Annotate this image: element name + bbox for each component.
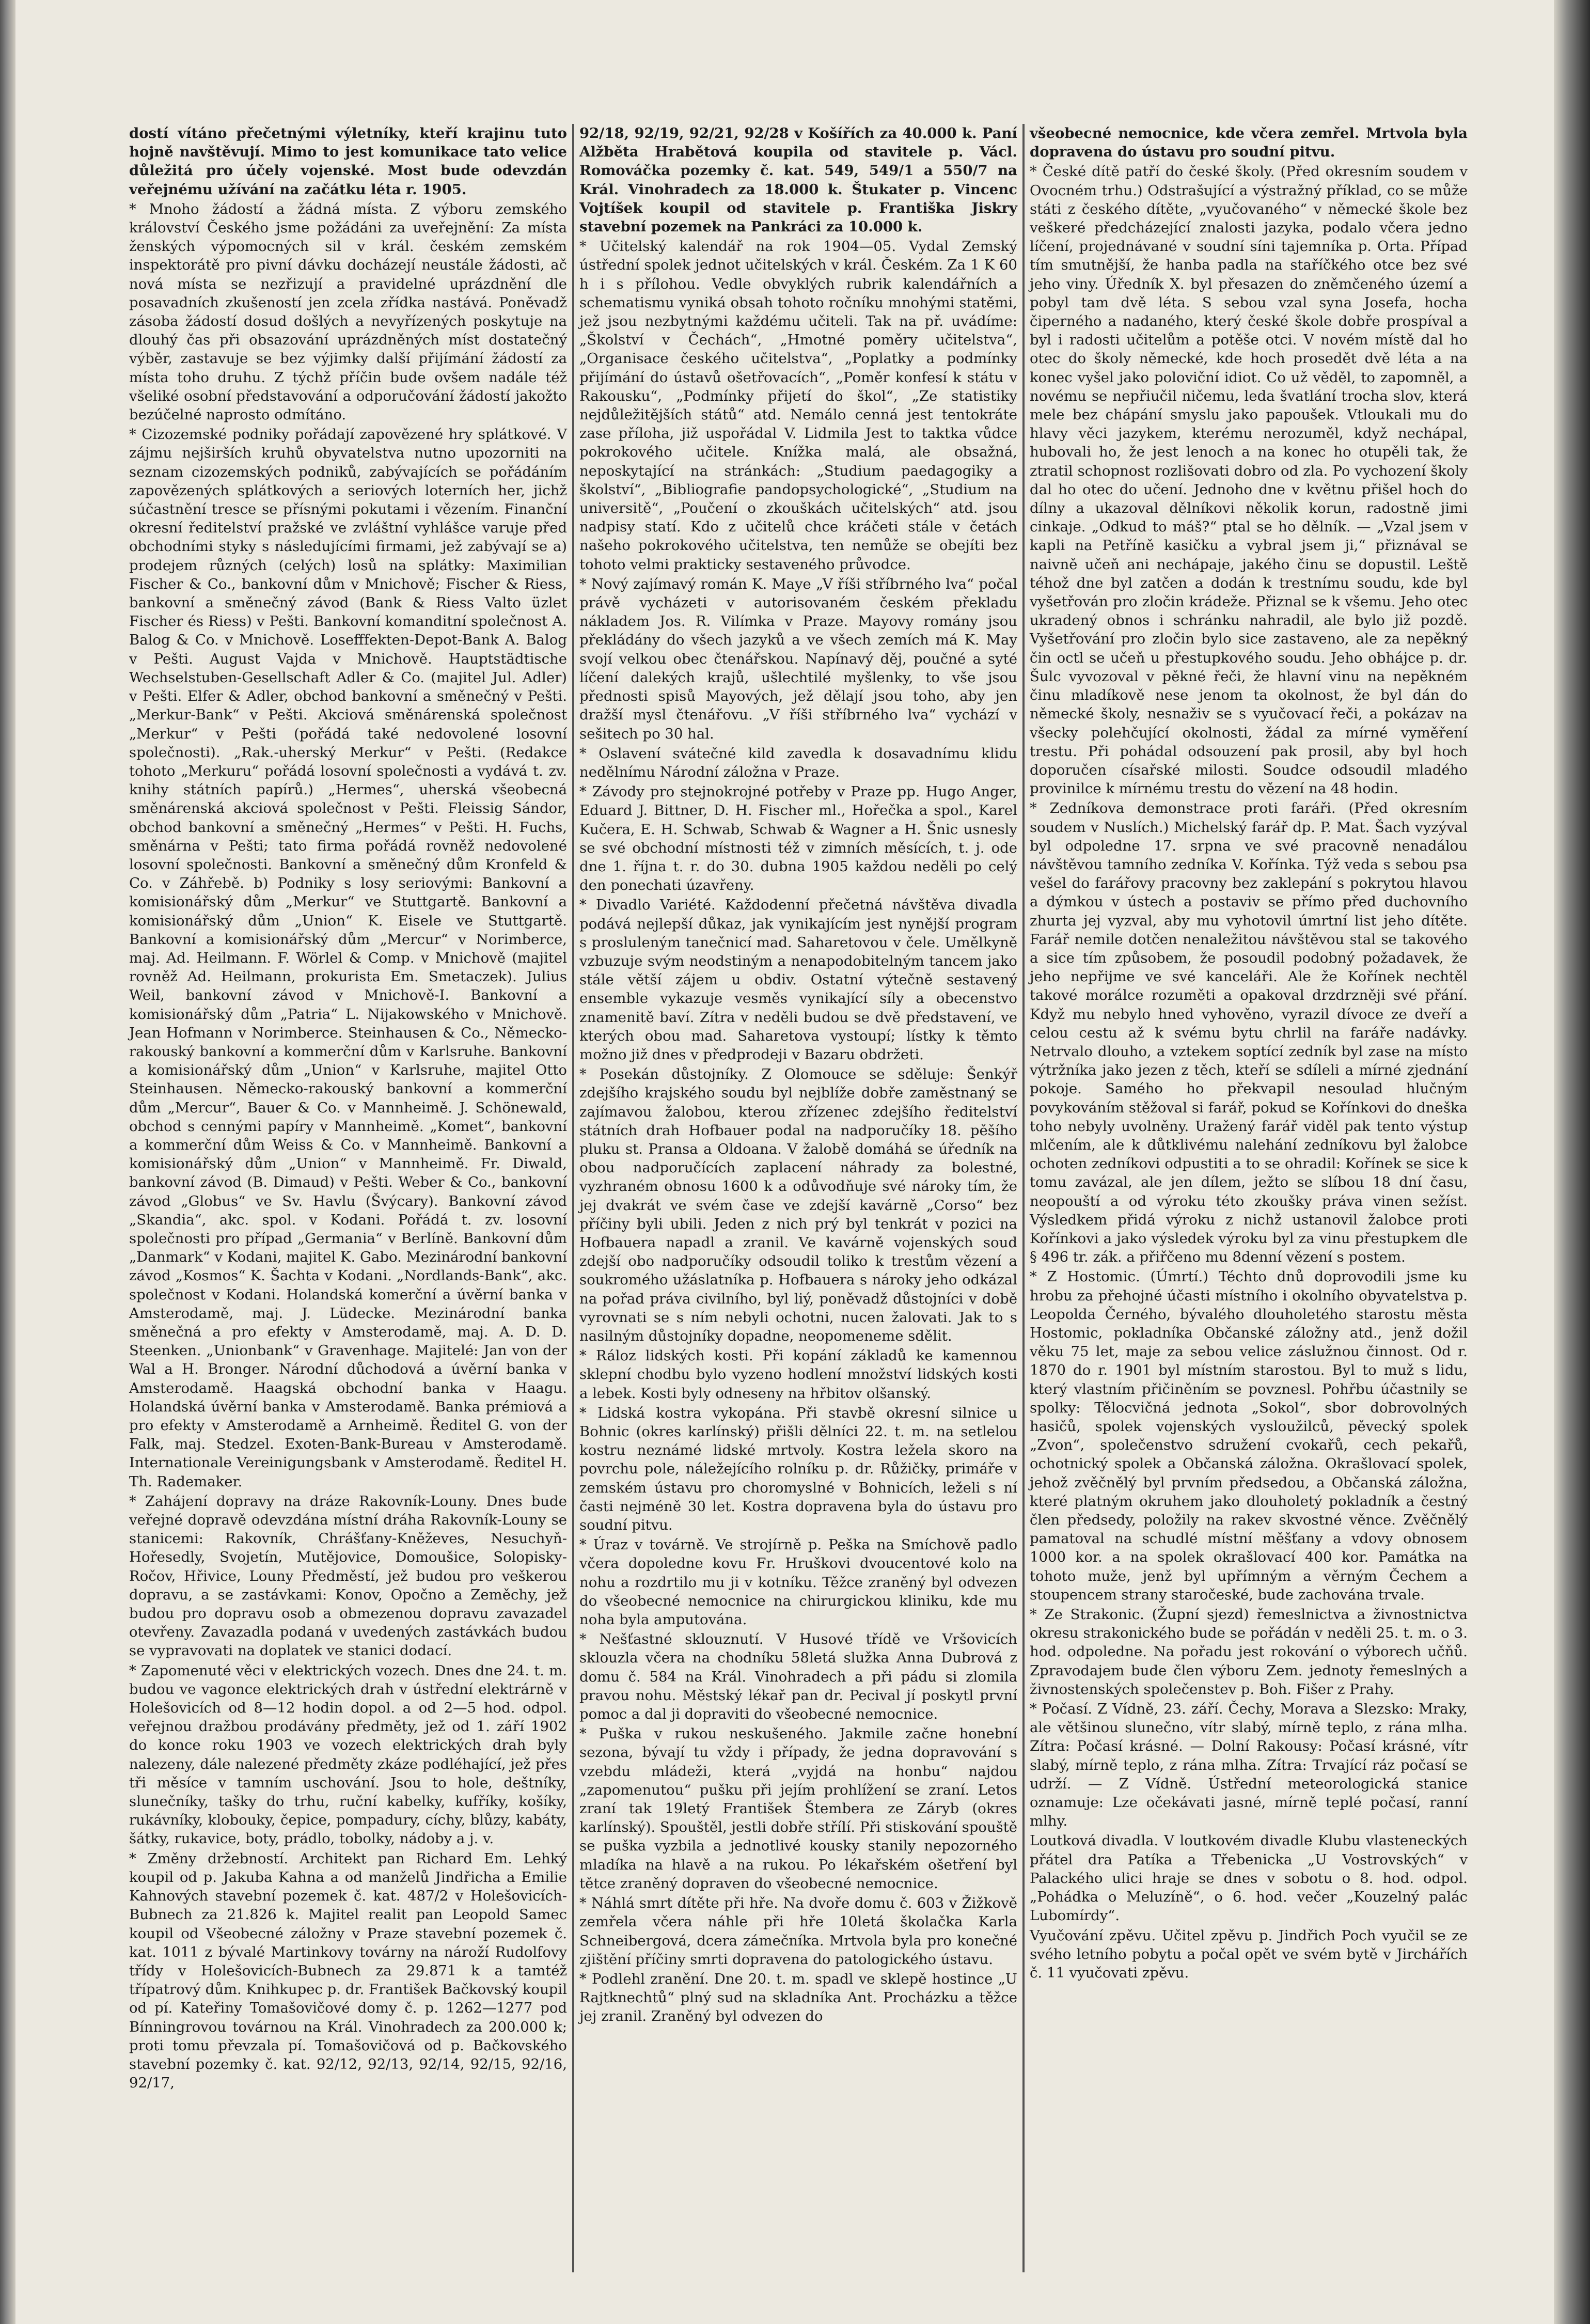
article-paragraph: dostí vítáno přečetnými výletníky, kteří krajinu tuto hojně navštěvují. Mimo to jest komunikace tato velice důležitá pro účely vojenské. Most bude odevzdán veřejnému užívání na začátku léta r. 1905. bbox=[129, 125, 567, 198]
article-paragraph: * Nový zajímavý román K. Maye „V říši stříbrného lva“ počal právě vycházeti v autorisovaném českém překladu nákladem Jos. R. Vilímka v Praze. Mayovy romány jsou překládány do všech jazyků a ve všech zemích má K. May svojí velkou obec čtenářskou. Napínavý děj, poučné a syté líčení dalekých krajů, ušlechtilé myšlenky, to vše jsou přednosti spisů Mayových, jež dělají jsou toho, aby jen dražší mysl čtenářovu. „V říši stříbrného lva“ vychází v sešitech po 30 hal. bbox=[579, 575, 1017, 742]
article-paragraph: * Posekán důstojníky. Z Olomouce se sděluje: Šenkýř zdejšího krajského soudu byl nejblíže dobře zaměstnaný se zajímavou žalobou, kterou zřízenec zdejšího ředitelství státních drah Hofbauer podal na nadporučíky 18. pěšího pluku st. Pransa a Oldoana. V žalobě domáhá se úředník na obou nadporučících zaplacení náhrady za bolestné, vyzhraném obnosu 1600 k a odůvodňuje své nároky tím, že jej dvakrát ve svém čase ve zdejší kavárně „Corso“ bez příčiny byli ubili. Jeden z nich prý byl tenkrát v pozici na Hofbauera napadl a zranil. Ve kavárně vojenských soud zdejší obo nadporučíky odsoudil toliko k trestům vězení a soukromého užáslatníka p. Hofbauera s nároky jeho odkázal na pořad práva civilního, byl liý, poněvadž důstojníci v době vyrovnati se s ním nebyli ochotni, nucen žalovati. Jak to s nasilným důstojníky dopadne, neopomeneme sdělit. bbox=[579, 1066, 1017, 1344]
article-paragraph: * České dítě patří do české školy. (Před okresním soudem v Ovocném trhu.) Odstrašující a výstražný příklad, co se může státi z českého dítěte, „vyučovaného“ v německé škole bez veškeré předcházející znalosti jazyka, podalo včera jedno líčení, projednávané v soudní síni tajemníka p. Orta. Případ tím smutnější, že hanba padla na staříčkého otce bez své jeho viny. Úředník X. byl přesazen do zněmčeného území a pobyl tam dvě léta. S sebou vzal syna Josefa, hocha čiperného a nadaného, který české škole dobře prospíval a byl i radosti učitelům a potěše otci. V novém místě dal ho otec do školy německé, kde hoch prosedět dvě léta a na konec vyšel jako poloviční idiot. Co už věděl, to zapomněl, a novému se nepřiučil ničemu, leda švatlání trocha slov, která mele bez chápání smyslu jako papoušek. Vtloukali mu do hlavy věci jazykem, kterému nerozuměl, když nechápal, hubovali ho, že jest lenoch a na konec ho otupěli tak, že ztratil schopnost rozlišovati dobro od zla. Po vychození školy dal ho otec do učení. Jednoho dne v květnu přišel hoch do dílny a ukazoval dělníkovi několik korun, radostně jimi cinkaje. „Odkud to máš?“ ptal se ho dělník. — „Vzal jsem v kapli na Petříně kasičku a vybral jsem ji,“ přiznával se naivně učeň ani nechápaje, jakého činu se dopustil. Leště téhož dne byl zatčen a dodán k trestnímu soudu, kde byl vyšetřován pro zločin krádeže. Přiznal se k všemu. Jeho otec ukradený obnos i schránku nahradil, ale bylo již pozdě. Vyšetřování pro zločin bylo sice zastaveno, ale za nepěkný čin octl se učeň u přestupkového soudu. Jeho obhájce p. dr. Šulc vyvozoval v pěkné řeči, že hlavní vinu na nepěkném činu mladíkově nese jenom ta okolnost, že byl dán do německé školy, nesnaživ se s vyučovací řeči, a pokázav na všecky polehčující okolnosti, žádal za mírné vyměření trestu. Při pohádal odsouzení pak prosil, aby byl hoch doporučen císařské milosti. Soudce odsoudil mladého provinilce k mírnému trestu do vězení na 48 hodin. bbox=[1030, 163, 1468, 797]
article-paragraph: * Mnoho žádostí a žádná místa. Z výboru zemského království Českého jsme požádáni za uveřejnění: Za místa ženských výpomocných sil v král. českém zemském inspektorátě pro pivní dávku docházejí neustále žádosti, ač nová místa se nezřizují a pravidelné uprázdnění dle posavadních zkušeností jen zcela zřídka nastává. Poněvadž zásoba žádostí dosud došlých a nevyřízených poskytuje na dlouhý čas při obsazování uprázdněných míst dostatečný výběr, zastavuje se bez výjimky další přijímání žádostí za místa toho druhu. Z týchž příčin bude ovšem nadále též všeliké osobní představování a odporučování žádostí jakožto bezúčelné naprosto odmítáno. bbox=[129, 200, 567, 423]
page-left-edge bbox=[0, 0, 15, 2324]
column-divider bbox=[1022, 124, 1025, 2272]
article-paragraph: * Ráloz lidských kosti. Při kopání základů ke kamennou sklepní chodbu bylo vyzeno hodlení množství lidských kosti a lebek. Kosti byly odneseny na hřbitov olšanský. bbox=[579, 1347, 1017, 1402]
column-divider bbox=[572, 124, 574, 2272]
article-paragraph: * Zapomenuté věci v elektrických vozech. Dnes dne 24. t. m. budou ve vagonce elektrických drah v ústřední elektrárně v Holešovicích od 8—12 hodin dopol. a od 2—5 hod. odpol. veřejnou dražbou prodávány předměty, jež od 1. září 1902 do konce roku 1903 ve vozech elektrických drah byly nalezeny, dále nalezené předměty zkáze podléhající, jež přes tři měsíce v tamním uschování. Jsou to hole, deštníky, slunečníky, tašky do trhu, ruční kabelky, kufříky, košíky, rukávníky, klobouky, čepice, pompadury, cíchy, blůzy, kabáty, šátky, rukavice, boty, prádlo, tobolky, nádoby a j. v. bbox=[129, 1662, 567, 1847]
article-paragraph: * Ze Strakonic. (Župní sjezd) řemeslnictva a živnostnictva okresu strakonického bude se pořádán v neděli 25. t. m. o 3. hod. odpoledne. Na pořadu jest rokování o výborech učňů. Zpravodajem bude člen výboru Zem. jednoty řemeslných a živnostenských společenstev p. Boh. Fišer z Prahy. bbox=[1030, 1606, 1468, 1698]
article-paragraph: všeobecné nemocnice, kde včera zemřel. Mrtvola byla dopravena do ústavu pro soudní pitvu. bbox=[1030, 125, 1468, 161]
article-paragraph: Loutková divadla. V loutkovém divadle Klubu vlasteneckých přátel dra Patíka a Třebenicka „U Vostrovských“ v Palackého ulici hraje se dnes v sobotu o 8. hod. odpol. „Pohádka o Meluzíně“, o 6. hod. večer „Kouzelný palác Lubomírdy“. bbox=[1030, 1832, 1468, 1924]
article-paragraph: * Zedníkova demonstrace proti faráři. (Před okresním soudem v Nuslích.) Michelský farář dp. P. Mat. Šach vyzýval byl odpoledne 17. srpna ve své pracovně nenadálou návštěvou tamního zedníka V. Kořínka. Týž veda s sebou psa vešel do farářovy pracovny bez zaklepání s pokrytou hlavou a dýmkou v ústech a postaviv se přímo před duchovního zhurta jej vyzval, aby mu vyhotovil úmrtní list jeho dítěte. Farář nemile dotčen nenaležitou návštěvou stal se takového a sice tím způsobem, že posoudil podobný požadavek, že jeho nepřijme ve své kanceláři. Ale že Kořínek nechtěl takové morálce rozuměti a opakoval drzdrzněji své přání. Když mu nebylo hned vyhověno, vyrazil dívoce ze dveří a celou cestu až k svému bytu chrlil na faráře nadávky. Netrvalo dlouho, a vztekem soptící zedník byl zase na místo výtržníka jako jezen z těch, kteří se sdíleli a mírné zjednání pokoje. Samého ho překvapil nesoulad hlučným povykováním stěžoval si farář, pokud se Kořínkovi do dneška toho nebyly uvolněny. Uražený farář viděl pak tento výstup mlčením, ale k důtklivému nalehání zedníkovu byl žalobce ochoten zedníkovi odpustiti a to se ohradil: Kořínek se sice k tomu zavázal, ale jen dílem, ježto se slíbou 18 dní času, neopouští a od výroku této zkoušky práva vinen sežíst. Výsledkem přidá výroku z nichž ustanovil žalobce proti Kořínkovi a jako výsledek výroku byl za vinu přestupkem dle § 496 tr. zák. a přiřčeno mu 8denní vězení s postem. bbox=[1030, 800, 1468, 1266]
article-paragraph: * Divadlo Variété. Každodenní přečetná návštěva divadla podává nejlepší důkaz, jak vynikajícím jest nynější program s prosluleným tanečnicí mad. Saharetovou v čele. Umělkyně vzbuzuje svým neodstiným a nenapodobitelným tancem jako stále větší zájem u obdiv. Ostatní výtečně sestavený ensemble vykazuje vesměs vynikající síly a obecenstvo znamenitě baví. Zítra v neděli budou se dvě představení, ve kterých obou mad. Saharetova vystoupí; lístky k těmto možno již dnes v předprodeji v Bazaru obdržeti. bbox=[579, 897, 1017, 1063]
article-paragraph: * Z Hostomic. (Úmrtí.) Téchto dnů doprovodili jsme ku hrobu za přehojné účasti místního i okolního obyvatelstva p. Leopolda Černého, bývalého dlouholetého starostu města Hostomic, pokladníka Občanské záložny atd., jenž dožil věku 75 let, maje za sebou velice záslužnou činnost. Od r. 1870 do r. 1901 byl místním starostou. Byl to muž s lidu, který vlastním přičiněním se povznesl. Pohřbu účastnily se spolky: Tělocvičná jednota „Sokol“, sbor dobrovolných hasičů, spolek vojenských vysloužilců, pěvecký spolek „Zvon“, společenstvo sdružení cvokařů, cech pekařů, ochotnický spolek a Občanská záložna. Okrašlovací spolek, jehož zvěčnělý byl prvním předsedou, a Občanská záložna, které platným okruhem jako dlouholetý pokladník a čestný člen předsedy, položily na rakev skvostné věnce. Zvěčnělý pamatoval na schudlé místní měšťany a vdovy obnosem 1000 kor. a na spolek okrašlovací 400 kor. Památka na tohoto muže, jenž byl upřímným a věrným Čechem a stoupencem strany staročeské, bude zachována trvale. bbox=[1030, 1268, 1468, 1603]
article-paragraph: * Podlehl zranění. Dne 20. t. m. spadl ve sklepě hostince „U Rajtknechtů“ plný sud na skladníka Ant. Procházku a těžce jej zranil. Zraněný byl odvezen do bbox=[579, 1970, 1017, 2025]
article-paragraph: * Učitelský kalendář na rok 1904—05. Vydal Zemský ústřední spolek jednot učitelských v král. Českém. Za 1 K 60 h i s přílohou. Vedle obvyklých rubrik kalendářních a schematismu vyniká obsah tohoto ročníku mnohými statěmi, jež jsou nezbytnými každému učiteli. Tak na př. uvádíme: „Školství v Čechách“, „Hmotné poměry učitelstva“, „Organisace českého učitelstva“, „Poplatky a podmínky přijímání do ústavů ošetřovacích“, „Poměr konfesí k státu v Rakousku“, „Podmínky přijetí do škol“, „Ze statistiky nejdůležitějších států“ atd. Nemálo cenná jest tentokráte zase příloha, již uspořádal V. Lidmila Jest to taktka vůdce pokrokového učitele. Knížka malá, ale obsažná, neposkytající na stránkách: „Studium paedagogiky a školství“, „Bibliografie pandopsychologické“, „Studium na universitě“, „Poučení o zkouškách učitelských“ atd. jsou nadpisy statí. Kdo z učitelů chce kráčeti stále v četách našeho pokrokového učitelstva, ten nemůže se obejíti bez tohoto velmi prakticky sestaveného průvodce. bbox=[579, 238, 1017, 573]
article-paragraph: * Nešťastné sklouznutí. V Husové třídě ve Vršovicích sklouzla včera na chodníku 58letá služka Anna Dubrová z domu č. 584 na Král. Vinohradech a při pádu si zlomila pravou nohu. Městský lékař pan dr. Pecival jí poskytl první pomoc a dal ji dopraviti do všeobecné nemocnice. bbox=[579, 1631, 1017, 1723]
column-3 bbox=[1025, 124, 1473, 2272]
text-columns bbox=[124, 124, 1498, 2272]
article-paragraph: * Cizozemské podniky pořádají zapovězené hry splátkové. V zájmu nejširších kruhů obyvatelstva nutno upozorniti na seznam cizozemských podniků, zabývajících se pořádáním zapovězených splátkových a seriových loterních her, jichž súčastnění tresce se přísnými pokutami i vězením. Finanční okresní ředitelství pražské ve zvláštní vyhlášce varuje před obchodními styky s následujícími firmami, jež zabývají se a) prodejem různých (celých) losů na splátky: Maximilian Fischer & Co., bankovní dům v Mnichově; Fischer & Riess, bankovní a směnečný závod (Bank & Riess Valto üzlet Fischer és Riess) v Pešti. Bankovní komanditní společnost A. Balog & Co. v Mnichově. Losefffekten-Depot-Bank A. Balog v Pešti. August Vajda v Mnichově. Hauptstädtische Wechselstuben-Gesellschaft Adler & Co. (majitel Jul. Adler) v Pešti. Elfer & Adler, obchod bankovní a směnečný v Pešti. „Merkur-Bank“ v Pešti. Akciová směnárenská společnost „Merkur“ v Pešti (pořádá také nedovolené losovní společnosti). „Rak.-uherský Merkur“ v Pešti. (Redakce tohoto „Merkuru“ pořádá losovní společnosti a vydává t. zv. knihy státních papírů.) „Hermes“, uherská všeobecná směnárenská akciová společnost v Pešti. Fleissig Sándor, obchod bankovní a směnečný „Hermes“ v Pešti. H. Fuchs, směnárna v Pešti; tato firma pořádá rovněž nedovolené losovní společnosti. Bankovní a směnečný dům Kronfeld & Co. v Záhřebě. b) Podniky s losy seriovými: Bankovní a komisionářský dům „Merkur“ ve Stuttgartě. Bankovní a komisionářský dům „Union“ K. Eisele ve Stuttgartě. Bankovní a komisionářský dům „Mercur“ v Norimberce, maj. Ad. Heilmann. F. Wörlel & Comp. v Mnichově (majitel rovněž Ad. Heilmann, prokurista Em. Smetaczek). Julius Weil, bankovní závod v Mnichově-I. Bankovní a komisionářský dům „Patria“ L. Nijakowského v Mnichově. Jean Hofmann v Norimberce. Steinhausen & Co., Německo-rakouský bankovní a kommerční dům v Karlsruhe. Bankovní a komisionářský dům „Union“ v Karlsruhe, majitel Otto Steinhausen. Německo-rakouský bankovní a kommerční dům „Mercur“, Bauer & Co. v Mannheimě. J. Schönewald, obchod s cennými papíry v Mannheimě. „Komet“, bankovní a kommerční dům Weiss & Co. v Mannheimě. Bankovní a komisionářský dům „Union“ v Mannheimě. Fr. Diwald, bankovní závod (B. Dimaud) v Pešti. Weber & Co., bankovní závod „Globus“ ve Sv. Havlu (Švýcary). Bankovní závod „Skandia“, akc. spol. v Kodani. Pořádá t. zv. losovní společnosti pro případ „Germania“ v Berlíně. Bankovní dům „Danmark“ v Kodani, majitel K. Gabo. Mezinárodní bankovní závod „Kosmos“ K. Šachta v Kodani. „Nordlands-Bank“, akc. společnost v Kodani. Holandská komerční a úvěrní banka v Amsterodamě, maj. J. Lüdecke. Mezinárodní banka směnečná a pro efekty v Amsterodamě, maj. A. D. D. Steenken. „Unionbank“ v Gravenhage. Majitelé: Jan von der Wal a H. Bronger. Národní důchodová a úvěrní banka v Amsterodamě. Haagská obchodní banka v Haagu. Holandská úvěrní banka v Amsterodamě. Banka prémiová a pro efekty v Amsterodamě a Arnheimě. Ředitel G. von der Falk, maj. Stedzel. Exoten-Bank-Bureau v Amsterodamě. Internationale Vereinigungsbank v Amsterodamě. Ředitel H. Th. Rademaker. bbox=[129, 426, 567, 1490]
article-paragraph: * Zahájení dopravy na dráze Rakovník-Louny. Dnes bude veřejné dopravě odevzdána místní dráha Rakovník-Louny se stanicemi: Rakovník, Chrášťany-Kněževes, Nesuchyň-Hořesedly, Svojetín, Mutějovice, Domoušice, Solopisky-Ročov, Hřivice, Louny Předměstí, jež budou pro veškerou dopravu, a se zastávkami: Konov, Opočno a Zeměchy, jež budou pro dopravu osob a obmezenou dopravu zavazadel otevřeny. Zavazadla podaná v uvedených zastávkách budou se vypravovati na doplatek ve stanici dodací. bbox=[129, 1493, 567, 1659]
article-paragraph: * Změny držebností. Architekt pan Richard Em. Lehký koupil od p. Jakuba Kahna a od manželů Jindřicha a Emilie Kahnových stavební pozemek č. kat. 487/2 v Holešovicích-Bubnech za 21.826 k. Majitel realit pan Leopold Samec koupil od Všeobecné záložny v Praze stavební pozemek č. kat. 1011 z bývalé Martinkovy továrny na nároží Rudolfovy třídy v Holešovicích-Bubnech za 29.871 k a tamtéž třípatrový dům. Knihkupec p. dr. František Bačkovský koupil od pí. Kateřiny Tomašovičové domy č. p. 1262—1277 pod Bínningrovou továrnou na Král. Vinohradech za 200.000 k; proti tomu převzala pí. Tomašovičová od p. Bačkovského stavební pozemky č. kat. 92/12, 92/13, 92/14, 92/15, 92/16, 92/17, bbox=[129, 1850, 567, 2092]
column-1 bbox=[124, 124, 572, 2272]
article-paragraph: * Počasí. Z Vídně, 23. září. Čechy, Morava a Slezsko: Mraky, ale většinou slunečno, vítr slabý, mírně teplo, z rána mlha. Zítra: Počasí krásné. — Dolní Rakousy: Počasí krásné, vítr slabý, mírně teplo, z rána mlha. Zítra: Trvající ráz počasí se udrží. — Z Vídně. Ústřední meteorologická stanice oznamuje: Lze očekávati jasné, mírně teplé počasí, ranní mlhy. bbox=[1030, 1701, 1468, 1830]
article-paragraph: 92/18, 92/19, 92/21, 92/28 v Košířích za 40.000 k. Paní Alžběta Hrabětová koupila od stavitele p. Václ. Romováčka pozemky č. kat. 549, 549/1 a 550/7 na Král. Vinohradech za 18.000 k. Štukater p. Vincenc Vojtíšek koupil od stavitele p. Františka Jiskry stavební pozemek na Pankráci za 10.000 k. bbox=[579, 125, 1017, 235]
article-paragraph: * Závody pro stejnokrojné potřeby v Praze pp. Hugo Anger, Eduard J. Bittner, D. H. Fischer ml., Hořečka a spol., Karel Kučera, E. H. Schwab, Schwab & Wagner a H. Šnic usnesly se své obchodní místnosti též v zimních měsících, t. j. ode dne 1. října t. r. do 30. dubna 1905 každou neděli po celý den ponechati úzavřeny. bbox=[579, 783, 1017, 894]
article-paragraph: * Náhlá smrt dítěte při hře. Na dvoře domu č. 603 v Žižkově zemřela včera náhle při hře 10letá školačka Karla Schneibergová, dcera zámečníka. Mrtvola byla pro konečné zjištění příčiny smrti dopravena do patologického ústavu. bbox=[579, 1895, 1017, 1968]
article-paragraph: * Lidská kostra vykopána. Při stavbě okresní silnice u Bohnic (okres karlínský) přišli dělníci 22. t. m. na setlelou kostru neznámé lidské mrtvoly. Kostra ležela skoro na povrchu pole, náležejícího rolníku p. dr. Růžičky, primáře v zemském ústavu pro choromyslné v Bohnicích, leželi s ní časti nejméně 30 let. Kostra dopravena byla do ústavu pro soudní pitvu. bbox=[579, 1404, 1017, 1534]
article-paragraph: * Úraz v továrně. Ve strojírně p. Peška na Smíchově padlo včera dopoledne kovu Fr. Hruškovi dvoucentové kolo na nohu a rozdrtilo mu ji v kotníku. Těžce zraněný byl odvezen do všeobecné nemocnice na chirurgickou kliniku, kde mu noha byla amputována. bbox=[579, 1536, 1017, 1628]
article-paragraph: Vyučování zpěvu. Učitel zpěvu p. Jindřich Poch vyučil se ze svého letního pobytu a počal opět ve svém bytě v Jirchářích č. 11 vyučovati zpěvu. bbox=[1030, 1927, 1468, 1981]
page-right-edge bbox=[1554, 0, 1590, 2324]
column-2 bbox=[574, 124, 1022, 2272]
article-paragraph: * Oslavení svátečné kild zavedla k dosavadnímu klidu nedělnímu Národní záložna v Praze. bbox=[579, 745, 1017, 780]
article-paragraph: * Puška v rukou neskušeného. Jakmile začne honební sezona, bývají tu vždy i případy, že jedna dopravování s vzebdu mládeži, která „vyjdá na honbu“ najdou „zapomenutou“ pušku při jejím prohlížení se zraní. Letos zraní tak 19letý František Štembera ze Záryb (okres karlínský). Spouštěl, jestli dobře střílí. Při stiskování spouště se puška vyzbila a jednotlivé kousky stanily nepozorného mladíka na hlavě a na rukou. Po lékařském ošetření byl tětce zraněný dopraven do všeobecné nemocnice. bbox=[579, 1725, 1017, 1892]
